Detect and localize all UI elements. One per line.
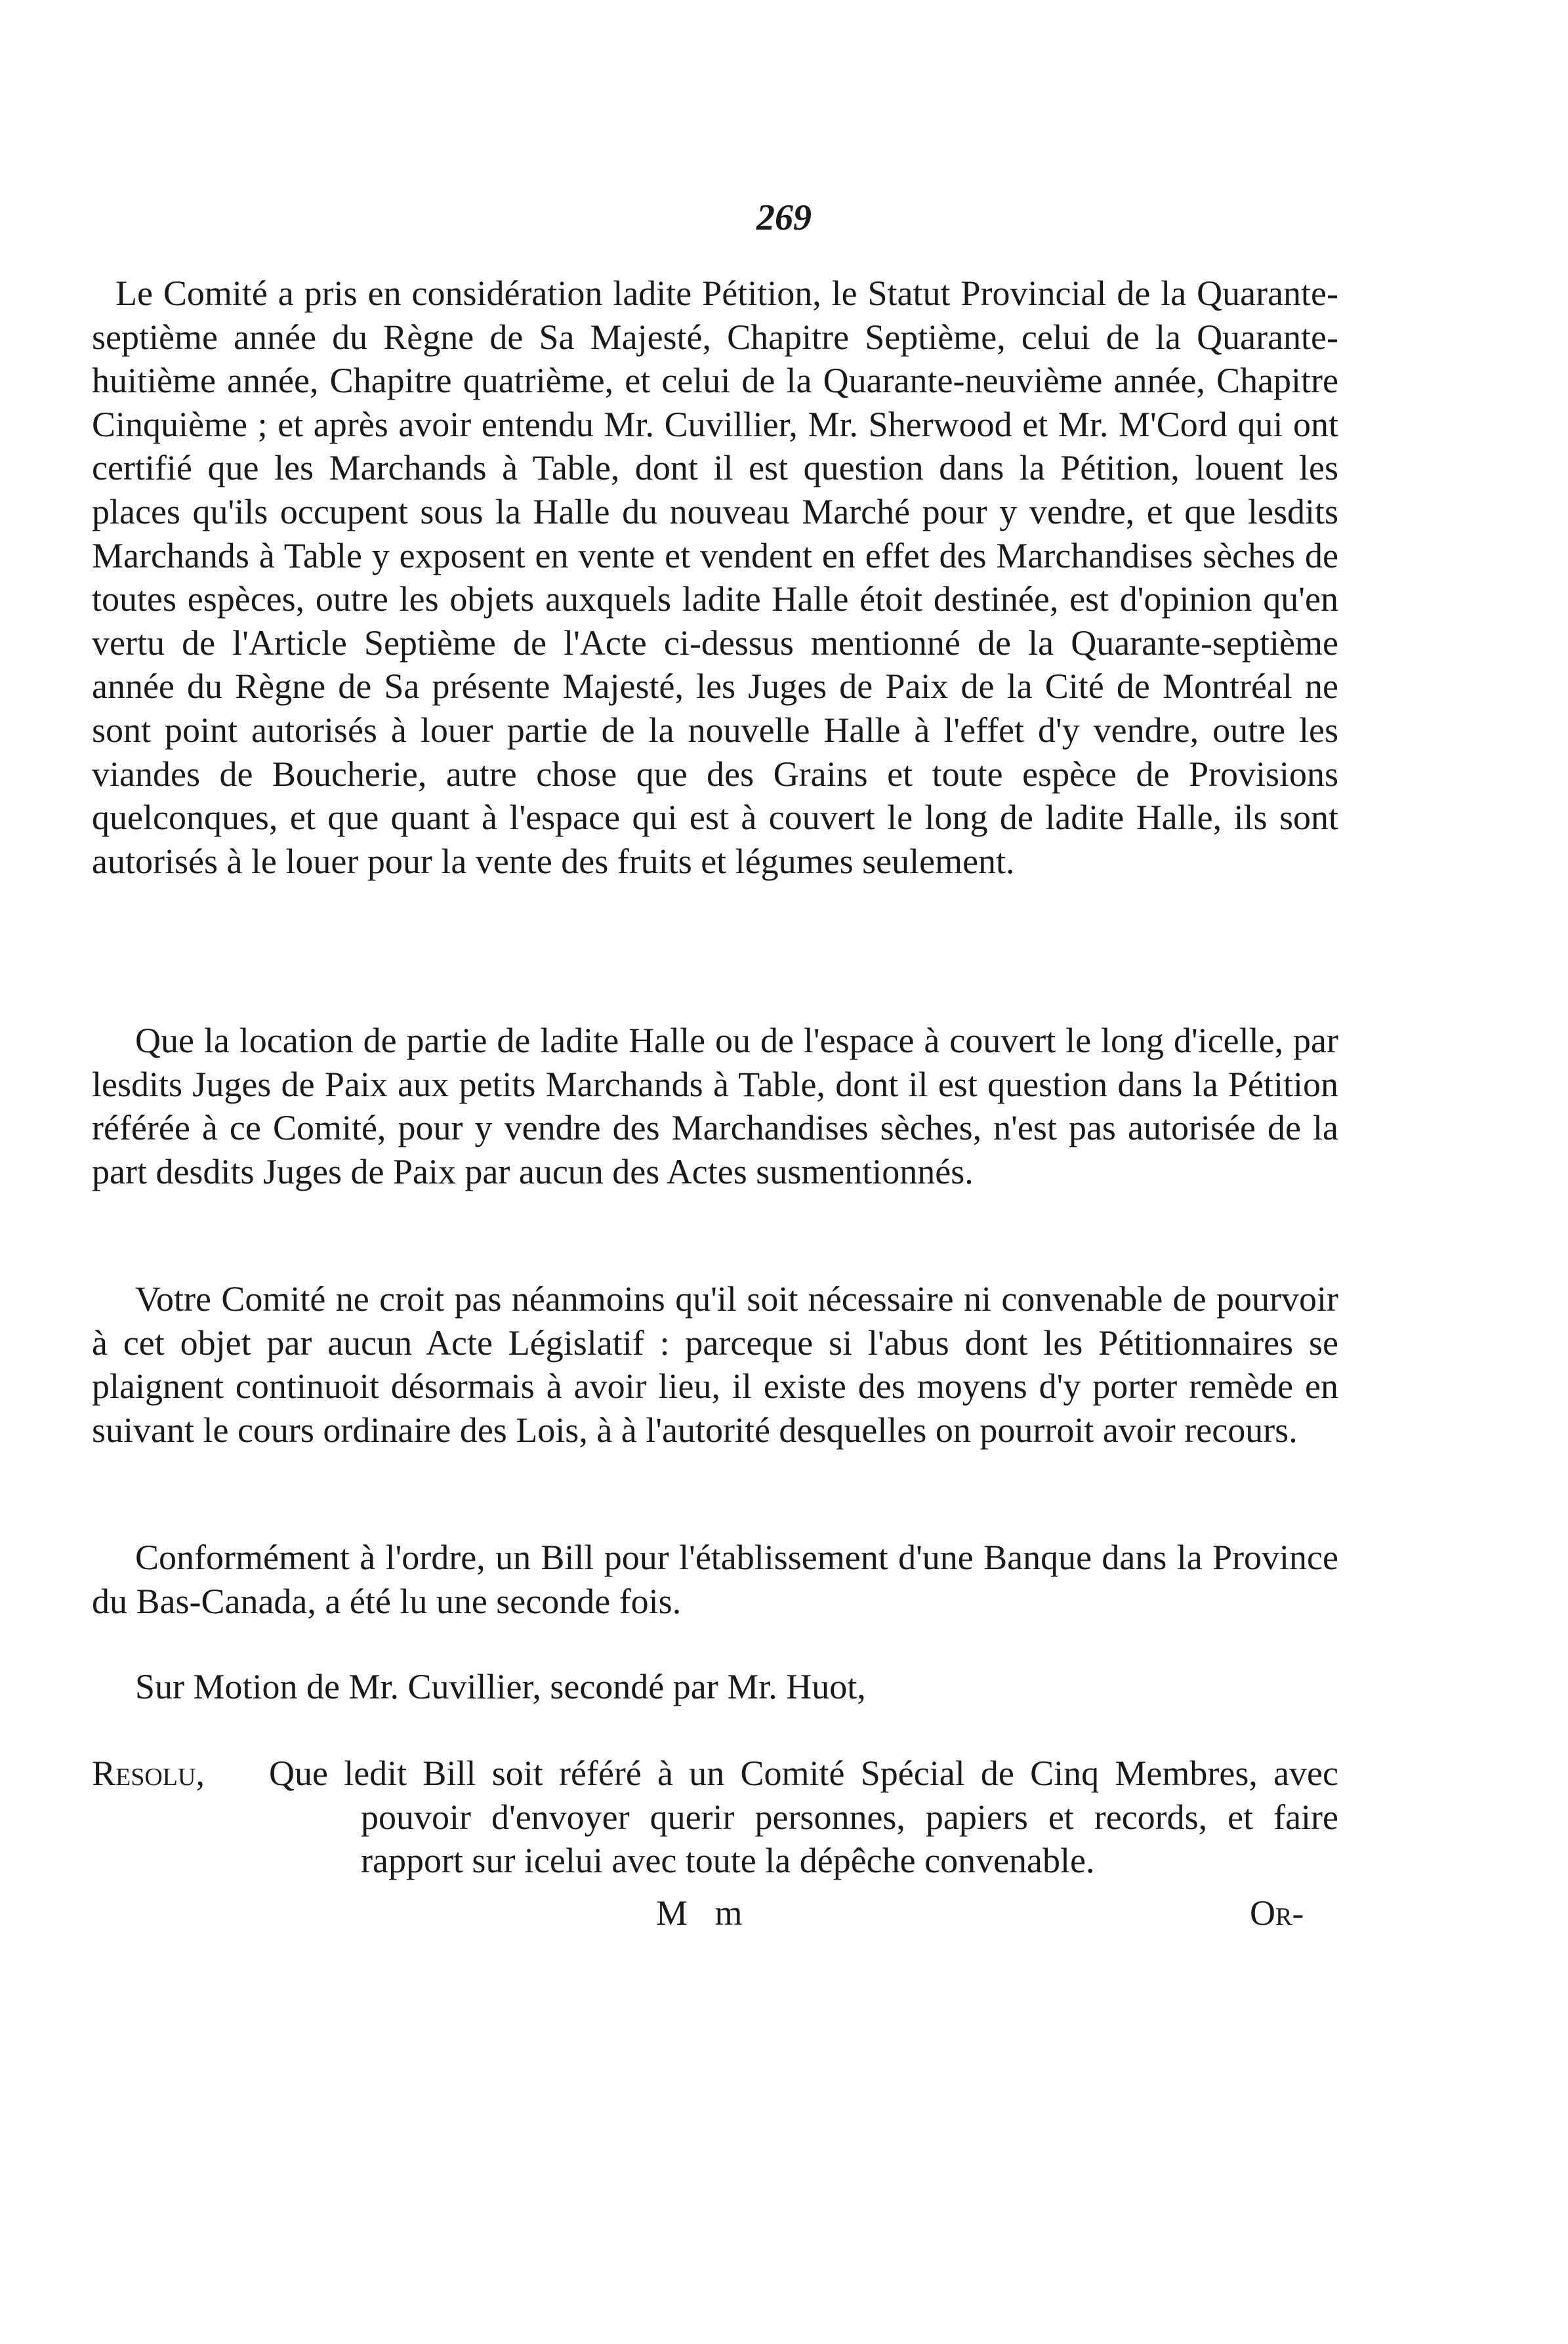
paragraph-bank-bill-reading: Conformément à l'ordre, un Bill pour l'établissement d'une Banque dans la Province du Bas-Canada, a été lu une seconde fois.	[92, 1538, 1338, 1621]
resolution-text: Que ledit Bill soit référé à un Comité Spécial de Cinq Membres, avec pouvoir d'envoyer querir personnes, papiers et records, et faire rapport sur icelui avec toute la dépêche convenable.	[269, 1754, 1338, 1881]
signature-mark: M m	[656, 1893, 752, 1933]
paragraph-no-act-needed: Votre Comité ne croit pas néanmoins qu'il soit nécessaire ni convenable de pourvoir à cet objet par aucun Acte Législatif : parceque si l'abus dont les Pétitionnaires se plaignent continuoit désormais à avoir lieu, il existe des moyens d'y porter remède en suivant le cours ordinaire des Lois, à à l'autorité desquelles on pourroit avoir recours.	[92, 1279, 1338, 1450]
paragraph-committee-opinion: Le Comité a pris en considération ladite Pétition, le Statut Provincial de la Quarante-septième année du Règne de Sa Majesté, Chapitre Septième, celui de la Quarante-huitième année, Chapitre quatrième, et celui de la Quarante-neuvième année, Chapitre Cinquième ; et après avoir entendu Mr. Cuvillier, Mr. Sherwood et Mr. M'Cord qui ont certifié que les Marchands à Table, dont il est question dans la Pétition, louent les places qu'ils occupent sous la Halle du nouveau Marché pour y vendre, et que lesdits Marchands à Table y exposent en vente et vendent en effet des Marchandises sèches de toutes espèces, outre les objets auxquels ladite Halle étoit destinée, est d'opinion qu'en vertu de l'Article Septième de l'Acte ci-dessus mentionné de la Quarante-septième année du Règne de Sa présente Majesté, les Juges de Paix de la Cité de Montréal ne sont point autorisés à louer partie de la nouvelle Halle à l'effet d'y vendre, outre les viandes de Boucherie, autre chose que des Grains et toute espèce de Provisions quelconques, et que quant à l'espace qui est à couvert le long de ladite Halle, ils sont autorisés à le louer pour la vente des fruits et légumes seulement.	[92, 274, 1338, 881]
catchword: Or-	[1250, 1893, 1304, 1933]
paragraph-motion: Sur Motion de Mr. Cuvillier, secondé par Mr. Huot,	[135, 1667, 866, 1706]
page-number: 269	[756, 197, 812, 238]
resolution-lead: Resolu,	[92, 1754, 205, 1793]
paragraph-lease-not-authorized: Que la location de partie de ladite Halle ou de l'espace à couvert le long d'icelle, par lesdits Juges de Paix aux petits Marchands à Table, dont il est question dans la Pétition référée à ce Comité, pour y vendre des Marchandises sèches, n'est pas autorisée de la part desdits Juges de Paix par aucun des Actes susmentionnés.	[92, 1021, 1338, 1191]
